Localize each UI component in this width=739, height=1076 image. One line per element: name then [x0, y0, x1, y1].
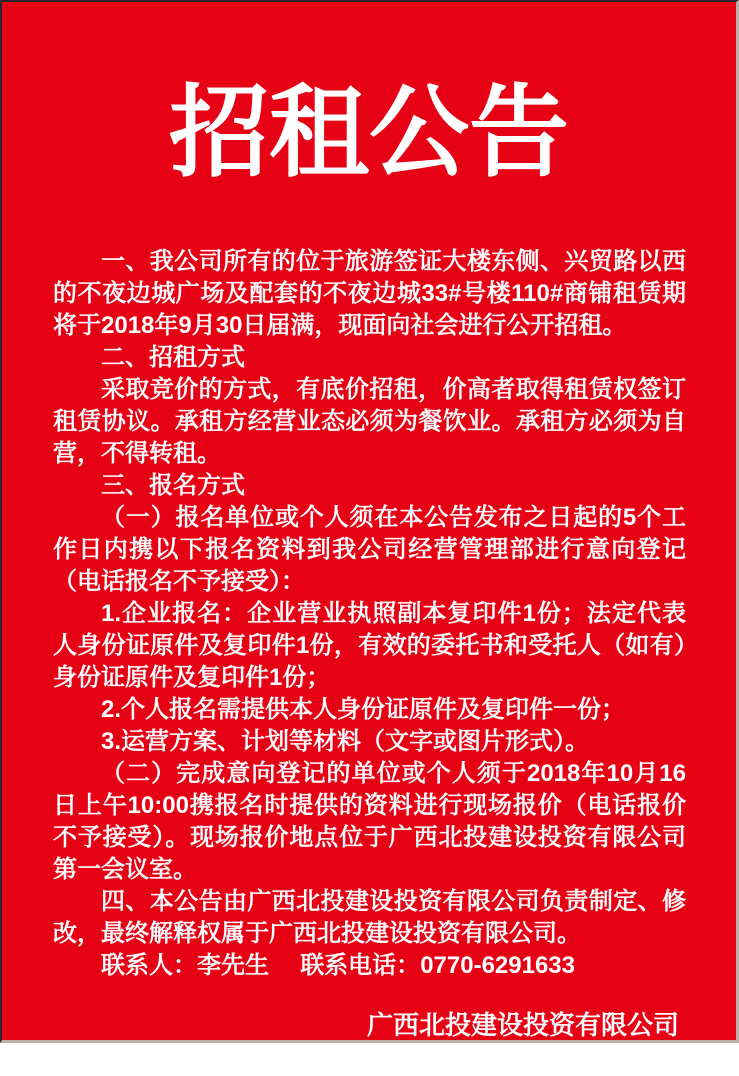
contact-phone: 0770-6291633	[420, 952, 576, 979]
section3-item1-sub1: 1.企业报名：企业营业执照副本复印件1份；法定代表人身份证原件及复印件1份，有效的委托书和受托人（如有）身份证原件及复印件1份；	[53, 600, 686, 691]
signature-block	[367, 1008, 679, 1076]
section3-item2: （二）完成意向登记的单位或个人须于2018年10月16日上午10:00携报名时提供的资料进行现场报价（电话报价不予接受）。现场报价地点位于广西北投建设投资有限公司第一会议室。	[53, 760, 686, 883]
section2-body: 采取竞价的方式，有底价招租，价高者取得租赁权签订租赁协议。承租方经营业态必须为餐饮业。承租方必须为自营，不得转租。	[53, 376, 686, 467]
section2-heading: 二、招租方式	[101, 344, 245, 371]
section4-paragraph: 四、本公告由广西北投建设投资有限公司负责制定、修改，最终解释权属于广西北投建设投资有限公司。	[53, 888, 686, 947]
contact-line	[53, 950, 686, 982]
section3-item1-sub2: 2.个人报名需提供本人身份证原件及复印件一份；	[101, 696, 626, 723]
contact-phone-label: 联系电话：	[300, 952, 421, 979]
contact-person: 李先生	[197, 952, 269, 979]
section3-heading: 三、报名方式	[101, 472, 245, 499]
poster-title: 招租公告	[169, 78, 569, 189]
contact-person-label: 联系人：	[101, 952, 197, 979]
signature-date: 2018年9月30日	[433, 1044, 613, 1074]
notice-body	[53, 246, 686, 982]
signature-company: 广西北投建设投资有限公司	[366, 1010, 679, 1040]
paragraph-intro: 一、我公司所有的位于旅游签证大楼东侧、兴贸路以西的不夜边城广场及配套的不夜边城33#号楼110#商铺租赁期将于2018年9月30日届满，现面向社会进行公开招租。	[53, 248, 686, 339]
signature-area	[2, 1008, 736, 1076]
section3-item1: （一）报名单位或个人须在本公告发布之日起的5个工作日内携以下报名资料到我公司经营管理部进行意向登记（电话报名不予接受）：	[53, 504, 686, 595]
section3-item1-sub3: 3.运营方案、计划等材料（文字或图片形式）。	[101, 728, 590, 755]
